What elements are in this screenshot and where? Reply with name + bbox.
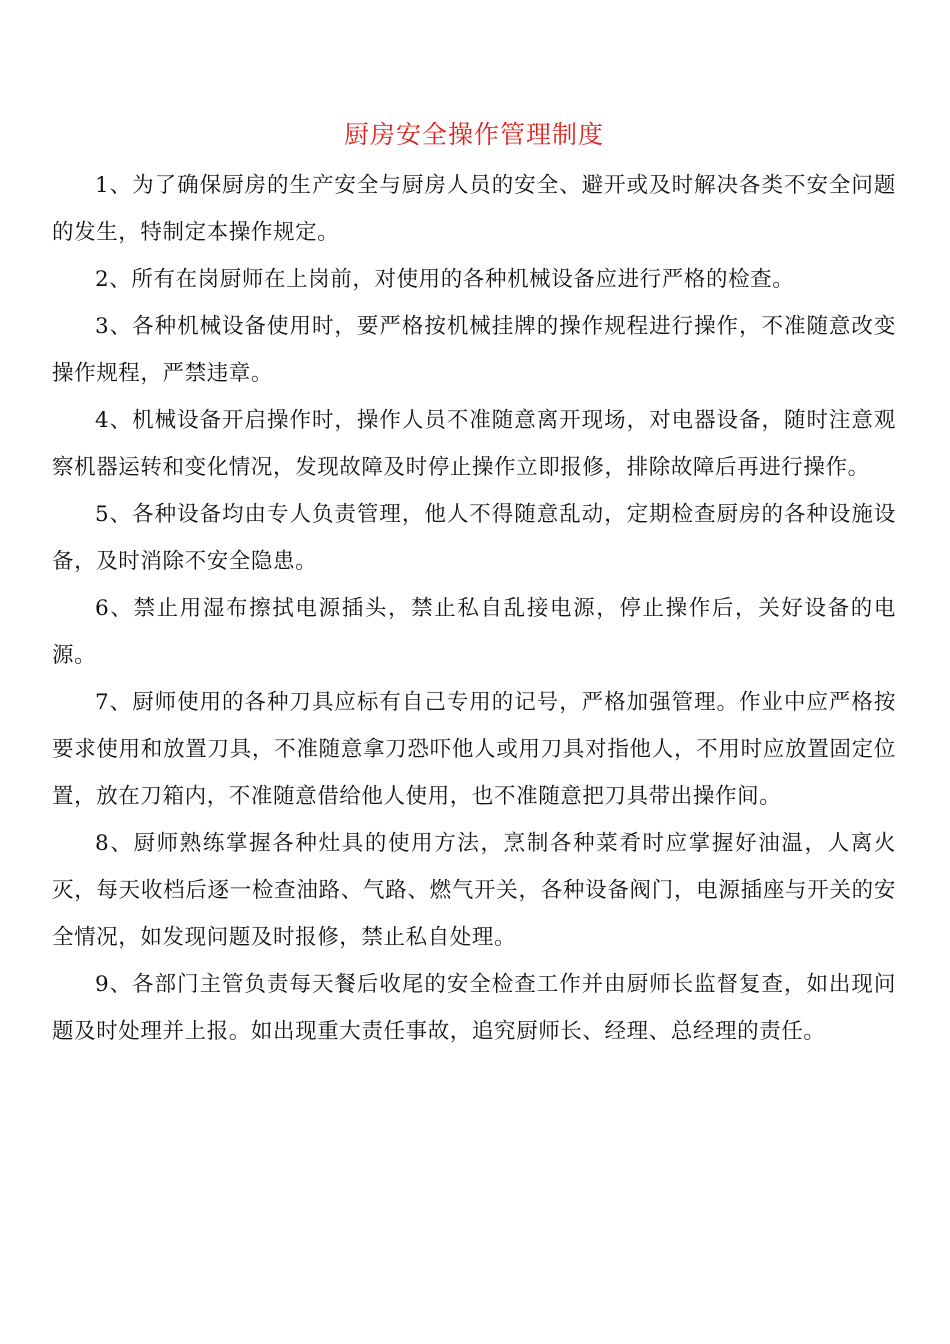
rule-paragraph-5: 5、各种设备均由专人负责管理，他人不得随意乱动，定期检查厨房的各种设施设备，及时消除不安全隐患。	[52, 502, 896, 574]
rule-paragraph-9: 9、各部门主管负责每天餐后收尾的安全检查工作并由厨师长监督复查，如出现问题及时处理并上报。如出现重大责任事故，追究厨师长、经理、总经理的责任。	[52, 972, 896, 1044]
rule-paragraph-4: 4、机械设备开启操作时，操作人员不准随意离开现场，对电器设备，随时注意观察机器运转和变化情况，发现故障及时停止操作立即报修，排除故障后再进行操作。	[52, 408, 896, 480]
document-page	[52, 110, 896, 1055]
rule-paragraph-3: 3、各种机械设备使用时，要严格按机械挂牌的操作规程进行操作，不准随意改变操作规程，严禁违章。	[52, 314, 896, 386]
rule-paragraph-6: 6、禁止用湿布擦拭电源插头，禁止私自乱接电源，停止操作后，关好设备的电源。	[52, 596, 896, 668]
rule-paragraph-2: 2、所有在岗厨师在上岗前，对使用的各种机械设备应进行严格的检查。	[95, 267, 795, 292]
document-title: 厨房安全操作管理制度	[343, 120, 604, 149]
rule-paragraph-1: 1、为了确保厨房的生产安全与厨房人员的安全、避开或及时解决各类不安全问题的发生，特制定本操作规定。	[52, 173, 896, 245]
rule-paragraph-7: 7、厨师使用的各种刀具应标有自己专用的记号，严格加强管理。作业中应严格按要求使用和放置刀具，不准随意拿刀恐吓他人或用刀具对指他人，不用时应放置固定位置，放在刀箱内，不准随意借给他人使用，也不准随意把刀具带出操作间。	[52, 690, 896, 809]
rule-paragraph-8: 8、厨师熟练掌握各种灶具的使用方法，烹制各种菜肴时应掌握好油温，人离火灭，每天收档后逐一检查油路、气路、燃气开关，各种设备阀门，电源插座与开关的安全情况，如发现问题及时报修，禁止私自处理。	[52, 831, 896, 950]
